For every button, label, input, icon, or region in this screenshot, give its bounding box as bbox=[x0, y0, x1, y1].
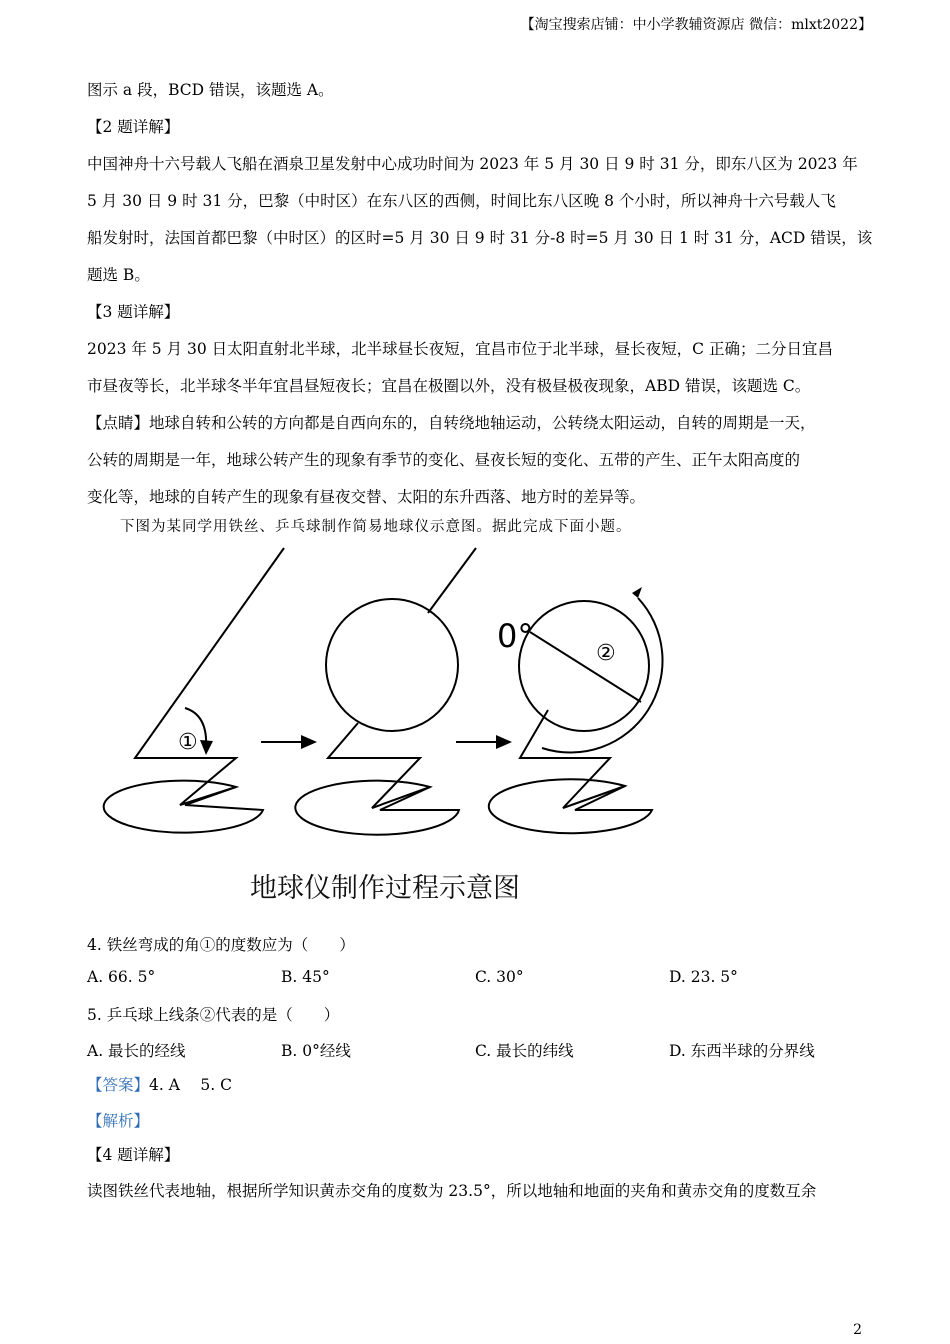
q4-detail-heading: 【4 题详解】 bbox=[87, 1146, 180, 1164]
q4-option-c: C. 30° bbox=[475, 968, 524, 986]
text-line: 公转的周期是一年，地球公转产生的现象有季节的变化、昼夜长短的变化、五带的产生、正午太阳高度的 bbox=[87, 451, 801, 469]
section-heading: 【2 题详解】 bbox=[87, 118, 180, 136]
explanation-block bbox=[87, 72, 873, 516]
question-5-stem: 5. 乒乓球上线条②代表的是（ ） bbox=[87, 1006, 340, 1024]
page-number: 2 bbox=[853, 1322, 862, 1338]
text-line: 2023 年 5 月 30 日太阳直射北半球，北半球昼长夜短，宜昌市位于北半球，昼长夜短，C 正确；二分日宜昌 bbox=[87, 340, 833, 358]
q5-option-b: B. 0°经线 bbox=[281, 1042, 351, 1060]
text-line: 题选 B。 bbox=[87, 266, 150, 284]
figure-intro: 下图为某同学用铁丝、乒乓球制作简易地球仪示意图。据此完成下面小题。 bbox=[120, 519, 632, 535]
q4-detail-text: 读图铁丝代表地轴，根据所学知识黄赤交角的度数为 23.5°，所以地轴和地面的夹角和黄赤交角的度数互余 bbox=[87, 1182, 817, 1200]
page-header: 【淘宝搜索店铺：中小学教辅资源店 微信：mlxt2022】 bbox=[520, 17, 872, 33]
q4-option-a: A. 66. 5° bbox=[87, 968, 156, 986]
q5-option-a: A. 最长的经线 bbox=[87, 1042, 186, 1060]
stage-2-globe bbox=[295, 548, 476, 835]
text-line: 【点睛】地球自转和公转的方向都是自西向东的，自转绕地轴运动，公转绕太阳运动，自转的周期是一天， bbox=[87, 414, 816, 432]
stage-1-wire-base bbox=[104, 548, 284, 833]
q4-option-d: D. 23. 5° bbox=[669, 968, 738, 986]
question-4-stem: 4. 铁丝弯成的角①的度数应为（ ） bbox=[87, 936, 355, 954]
q5-option-c: C. 最长的纬线 bbox=[475, 1042, 574, 1060]
text-line: 市昼夜等长，北半球冬半年宜昌昼短夜长；宜昌在极圈以外，没有极昼极夜现象，ABD 错误，该题选 C。 bbox=[87, 377, 811, 395]
q4-option-b: B. 45° bbox=[281, 968, 330, 986]
text-line: 图示 a 段，BCD 错误，该题选 A。 bbox=[87, 81, 334, 99]
globe-making-diagram bbox=[90, 540, 690, 840]
answer-tag: 【答案】 bbox=[87, 1076, 150, 1094]
q5-option-d: D. 东西半球的分界线 bbox=[669, 1042, 815, 1060]
text-line: 船发射时，法国首都巴黎（中时区）的区时=5 月 30 日 9 时 31 分-8 时=5 月 30 日 1 时 31 分，ACD 错误，该 bbox=[87, 229, 873, 247]
text-line: 5 月 30 日 9 时 31 分，巴黎（中时区）在东八区的西侧，时间比东八区晚 8 个小时，所以神舟十六号载人飞 bbox=[87, 192, 836, 210]
figure-caption: 地球仪制作过程示意图 bbox=[250, 873, 520, 904]
line-2 bbox=[530, 632, 641, 702]
text-line: 中国神舟十六号载人飞船在酒泉卫星发射中心成功时间为 2023 年 5 月 30 日 9 时 31 分，即东八区为 2023 年 bbox=[87, 155, 858, 173]
section-heading: 【3 题详解】 bbox=[87, 303, 180, 321]
text-line: 变化等，地球的自转产生的现象有昼夜交替、太阳的东升西落、地方时的差异等。 bbox=[87, 488, 646, 506]
answer-text: 4. A 5. C bbox=[149, 1076, 232, 1094]
mark-1-label: ① bbox=[178, 730, 198, 755]
zero-degree-label: 0° bbox=[497, 617, 534, 655]
analysis-tag: 【解析】 bbox=[87, 1112, 150, 1130]
mark-2-label: ② bbox=[596, 641, 616, 666]
answer-line bbox=[87, 1073, 232, 1095]
